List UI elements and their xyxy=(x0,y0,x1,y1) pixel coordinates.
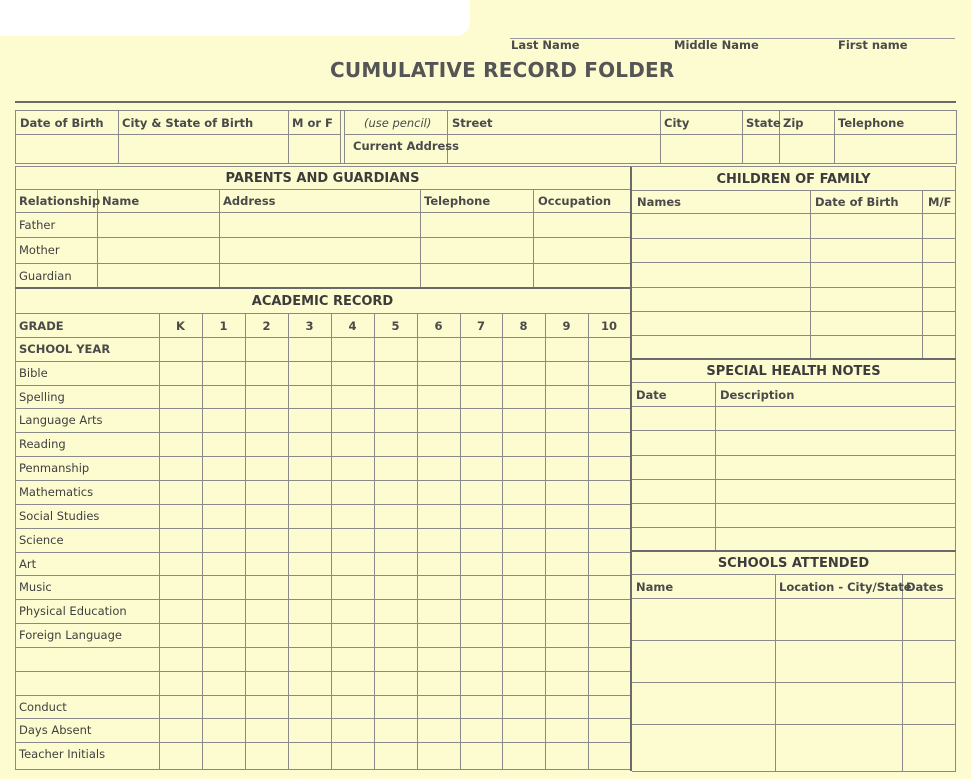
grade-header-10: 10 xyxy=(600,319,617,333)
name-header: Name xyxy=(102,194,140,208)
relationship-header: Relationship xyxy=(19,194,101,208)
grade-label: GRADE xyxy=(19,319,64,333)
grade-header-k: K xyxy=(176,319,185,333)
academic-title: ACADEMIC RECORD xyxy=(251,294,394,309)
subject-label-spelling: Spelling xyxy=(19,390,65,404)
center-divider xyxy=(630,166,632,771)
subject-label-bible: Bible xyxy=(19,366,48,380)
grade-header-5: 5 xyxy=(391,319,400,333)
children-names-header: Names xyxy=(637,195,682,209)
schools-name-header: Name xyxy=(636,580,674,594)
subject-label-science: Science xyxy=(19,533,64,547)
m-or-f-label: M or F xyxy=(292,116,333,130)
telephone-label: Telephone xyxy=(838,116,905,130)
last-name-label: Last Name xyxy=(511,38,580,52)
subject-label-conduct: Conduct xyxy=(19,700,67,714)
middle-name-label: Middle Name xyxy=(674,38,759,52)
grade-header-8: 8 xyxy=(519,319,528,333)
telephone-header: Telephone xyxy=(424,194,491,208)
mother-label: Mother xyxy=(19,243,60,257)
subject-label-foreign-language: Foreign Language xyxy=(19,628,122,642)
subject-label-music: Music xyxy=(19,580,52,594)
subject-label-days-absent: Days Absent xyxy=(19,723,92,737)
children-entry-area[interactable] xyxy=(633,214,955,358)
grade-header-6: 6 xyxy=(434,319,443,333)
schools-location-header: Location - City/State xyxy=(779,580,912,594)
page-title: CUMULATIVE RECORD FOLDER xyxy=(330,58,675,82)
academic-top-border xyxy=(15,287,631,289)
city-state-birth-label: City & State of Birth xyxy=(122,116,254,130)
children-mf-header: M/F xyxy=(928,195,952,209)
guardian-label: Guardian xyxy=(19,269,72,283)
grade-header-2: 2 xyxy=(262,319,271,333)
bottom-border-left xyxy=(15,769,630,770)
health-description-header: Description xyxy=(720,388,795,402)
left-border xyxy=(15,166,16,769)
subject-label-school-year: SCHOOL YEAR xyxy=(19,342,111,356)
street-label: Street xyxy=(452,116,493,130)
schools-title: SCHOOLS ATTENDED xyxy=(717,556,870,571)
grade-header-1: 1 xyxy=(219,319,228,333)
address-header: Address xyxy=(223,194,276,208)
city-state-birth-field[interactable] xyxy=(119,135,288,162)
grade-header-7: 7 xyxy=(476,319,485,333)
first-name-label: First name xyxy=(838,38,908,52)
academic-entry-area[interactable] xyxy=(160,337,630,769)
subject-label-reading: Reading xyxy=(19,437,66,451)
zip-label: Zip xyxy=(783,116,804,130)
current-address-label: Current Address xyxy=(353,139,459,153)
city-label: City xyxy=(664,116,690,130)
health-entry-area[interactable] xyxy=(633,407,955,550)
date-of-birth-field[interactable] xyxy=(16,135,118,162)
bottom-border-right xyxy=(632,771,956,772)
schools-entry-area[interactable] xyxy=(633,599,955,770)
health-date-header: Date xyxy=(636,388,667,402)
state-field[interactable] xyxy=(743,135,779,162)
right-border xyxy=(955,166,956,771)
date-of-birth-label: Date of Birth xyxy=(20,116,104,130)
grade-header-4: 4 xyxy=(348,319,357,333)
health-title: SPECIAL HEALTH NOTES xyxy=(706,364,881,379)
parents-entry-area[interactable] xyxy=(98,213,630,287)
m-or-f-field[interactable] xyxy=(289,135,340,162)
subject-label-penmanship: Penmanship xyxy=(19,461,90,475)
subject-label-language-arts: Language Arts xyxy=(19,413,103,427)
occupation-header: Occupation xyxy=(538,194,612,208)
children-dob-header: Date of Birth xyxy=(815,195,899,209)
folder-tab-cutout xyxy=(0,0,470,36)
city-field[interactable] xyxy=(661,135,742,162)
state-label: State xyxy=(746,116,781,130)
subject-label-physical-education: Physical Education xyxy=(19,604,127,618)
father-label: Father xyxy=(19,218,56,232)
grade-header-3: 3 xyxy=(305,319,314,333)
telephone-field[interactable] xyxy=(835,135,956,162)
subject-label-mathematics: Mathematics xyxy=(19,485,94,499)
parents-title: PARENTS AND GUARDIANS xyxy=(225,171,420,186)
top-border xyxy=(15,166,956,167)
street-field[interactable] xyxy=(448,135,660,162)
header-divider xyxy=(15,101,956,103)
subject-label-teacher-initials: Teacher Initials xyxy=(19,747,106,761)
use-pencil-note: (use pencil) xyxy=(364,116,432,130)
schools-dates-header: Dates xyxy=(906,580,944,594)
zip-field[interactable] xyxy=(780,135,834,162)
children-title: CHILDREN OF FAMILY xyxy=(716,172,871,187)
subject-label-art: Art xyxy=(19,557,37,571)
grade-header-9: 9 xyxy=(562,319,571,333)
subject-label-social-studies: Social Studies xyxy=(19,509,100,523)
